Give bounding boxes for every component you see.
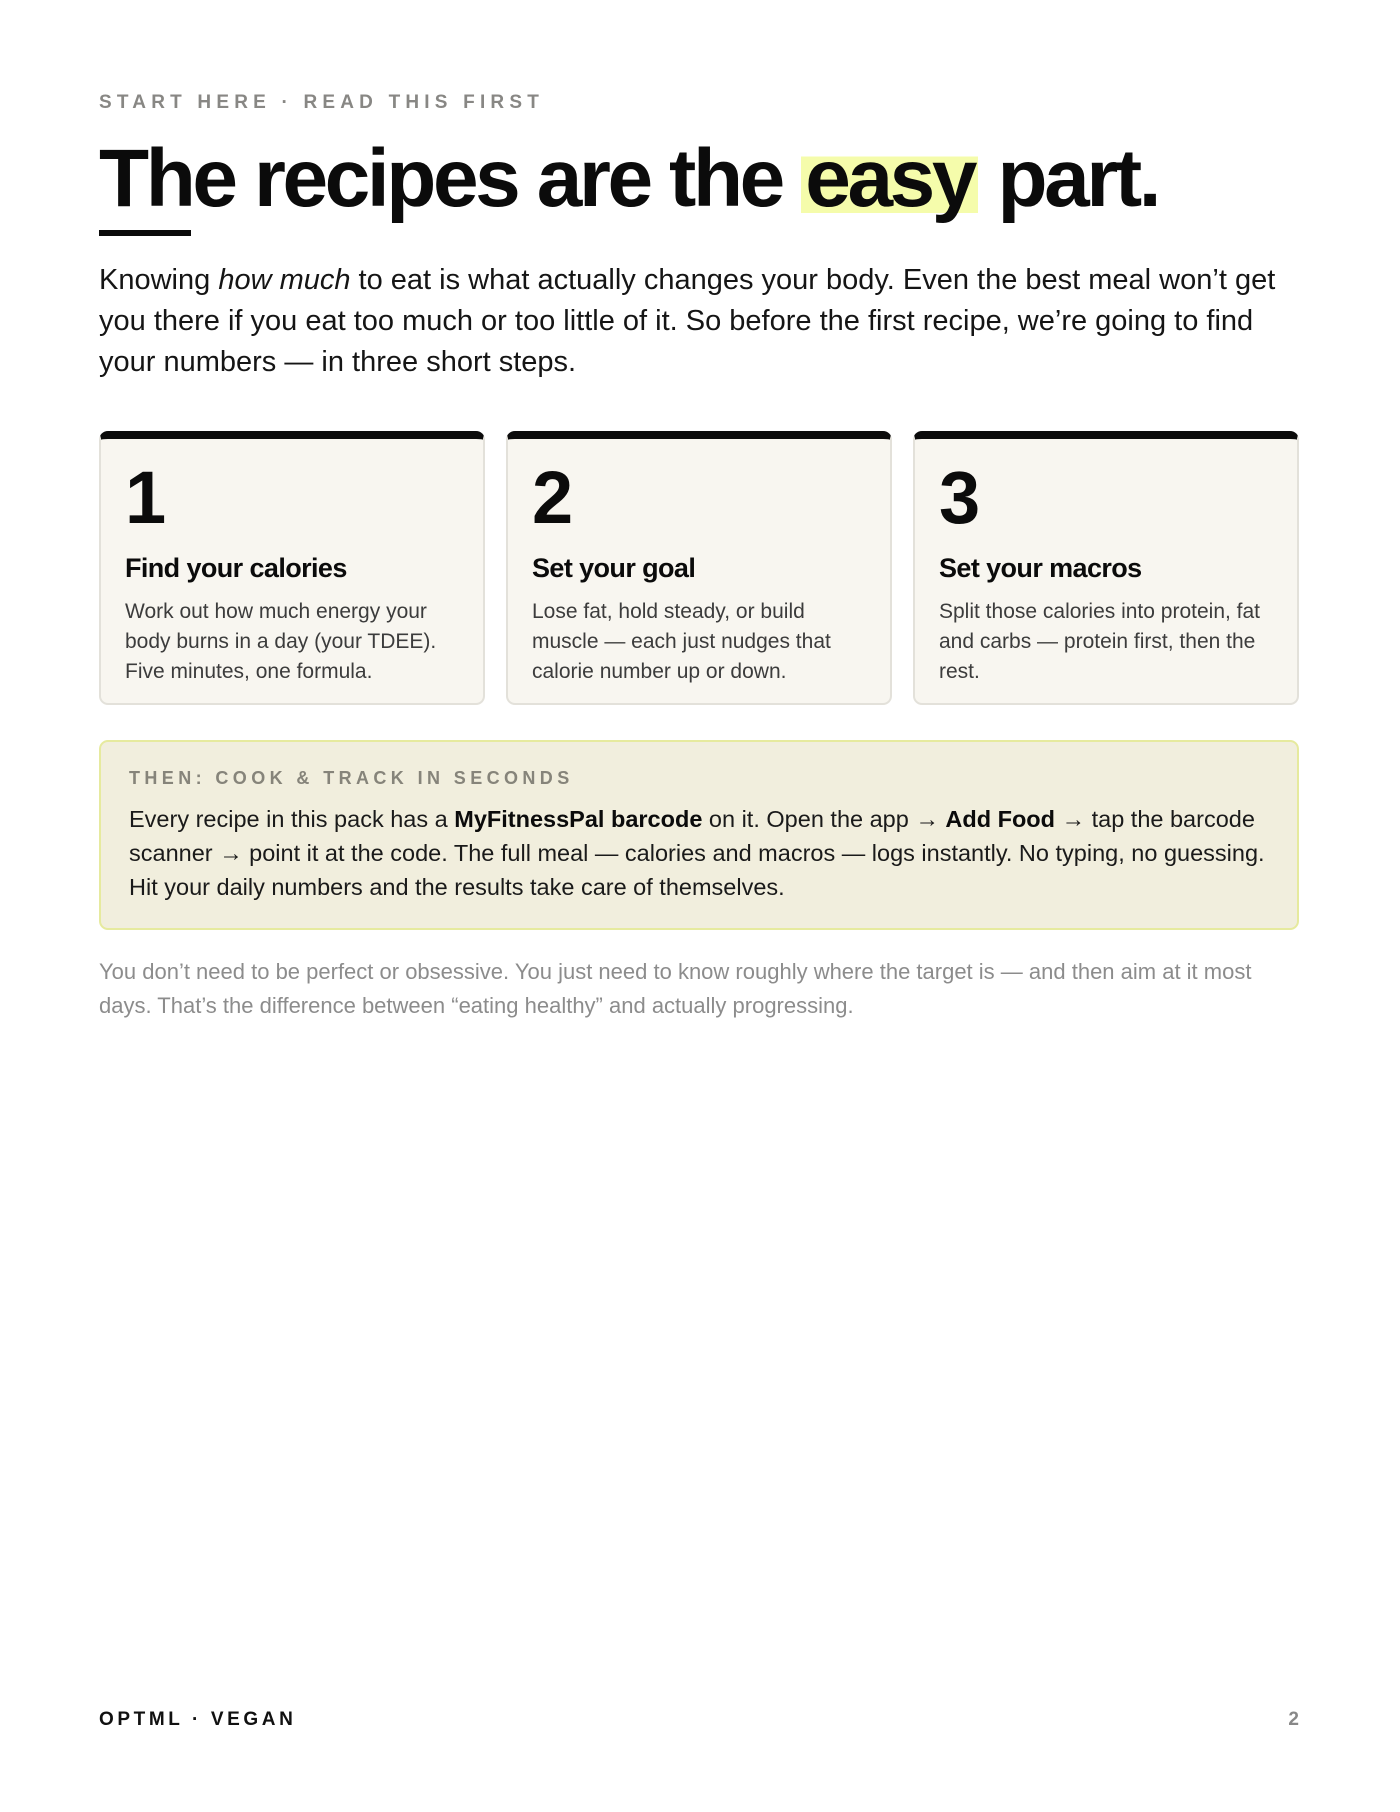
step-number: 2 <box>532 456 573 539</box>
step-description: Split those calories into protein, fat and carbs — protein first, then the rest. <box>939 600 1261 683</box>
step-title: Find your calories <box>125 553 347 583</box>
page-number: 2 <box>1288 1709 1299 1730</box>
title-text-end: part. <box>978 133 1159 224</box>
tracking-callout <box>99 740 1299 930</box>
step-description: Work out how much energy your body burns in a day (your TDEE). Five minutes, one formula. <box>125 600 437 683</box>
step-card-1 <box>99 431 485 705</box>
callout-bold-add-food: Add Food <box>945 806 1056 832</box>
title-highlight: easy <box>801 133 978 224</box>
footer-brand: OPTML · VEGAN <box>99 1709 297 1730</box>
step-card-2 <box>506 431 892 705</box>
intro-text-rest: to eat is what actually changes your body. Even the best meal won’t get you there if you eat too much or too little of it. So before the first recipe, we’re going to find your numbers — in three short steps. <box>99 264 1276 378</box>
step-description: Lose fat, hold steady, or build muscle — each just nudges that calorie number up or down. <box>532 600 831 683</box>
step-number: 3 <box>939 456 980 539</box>
step-number: 1 <box>125 456 166 539</box>
step-title: Set your goal <box>532 553 696 583</box>
callout-text: → tap the barcode scanner → point it at the code. The full meal — calories and macros — logs instantly. No typing, no guessing. Hit your daily numbers and the results take care of themselves. <box>129 806 1265 900</box>
step-card-3 <box>913 431 1299 705</box>
intro-paragraph <box>99 260 1309 383</box>
title-text-start: The recipes are the <box>99 133 802 224</box>
title-underline-rule <box>99 230 191 236</box>
page-title <box>99 134 1158 224</box>
callout-text: Every recipe in this pack has a <box>129 806 455 832</box>
closing-paragraph: You don’t need to be perfect or obsessive. You just need to know roughly where the target is — and then aim at it most days. That’s the difference between “eating healthy” and actually progressing. <box>99 959 1252 1018</box>
steps-row <box>99 431 1299 705</box>
intro-emphasis: how much <box>218 264 351 296</box>
page <box>99 0 1299 1812</box>
callout-text: on it. Open the app → <box>702 806 946 832</box>
step-title: Set your macros <box>939 553 1142 583</box>
intro-text-start: Knowing <box>99 264 219 296</box>
callout-bold-barcode: MyFitnessPal barcode <box>454 806 703 832</box>
callout-body <box>129 802 1269 904</box>
callout-label: THEN: COOK & TRACK IN SECONDS <box>129 768 574 788</box>
eyebrow-label: START HERE · READ THIS FIRST <box>99 92 545 113</box>
